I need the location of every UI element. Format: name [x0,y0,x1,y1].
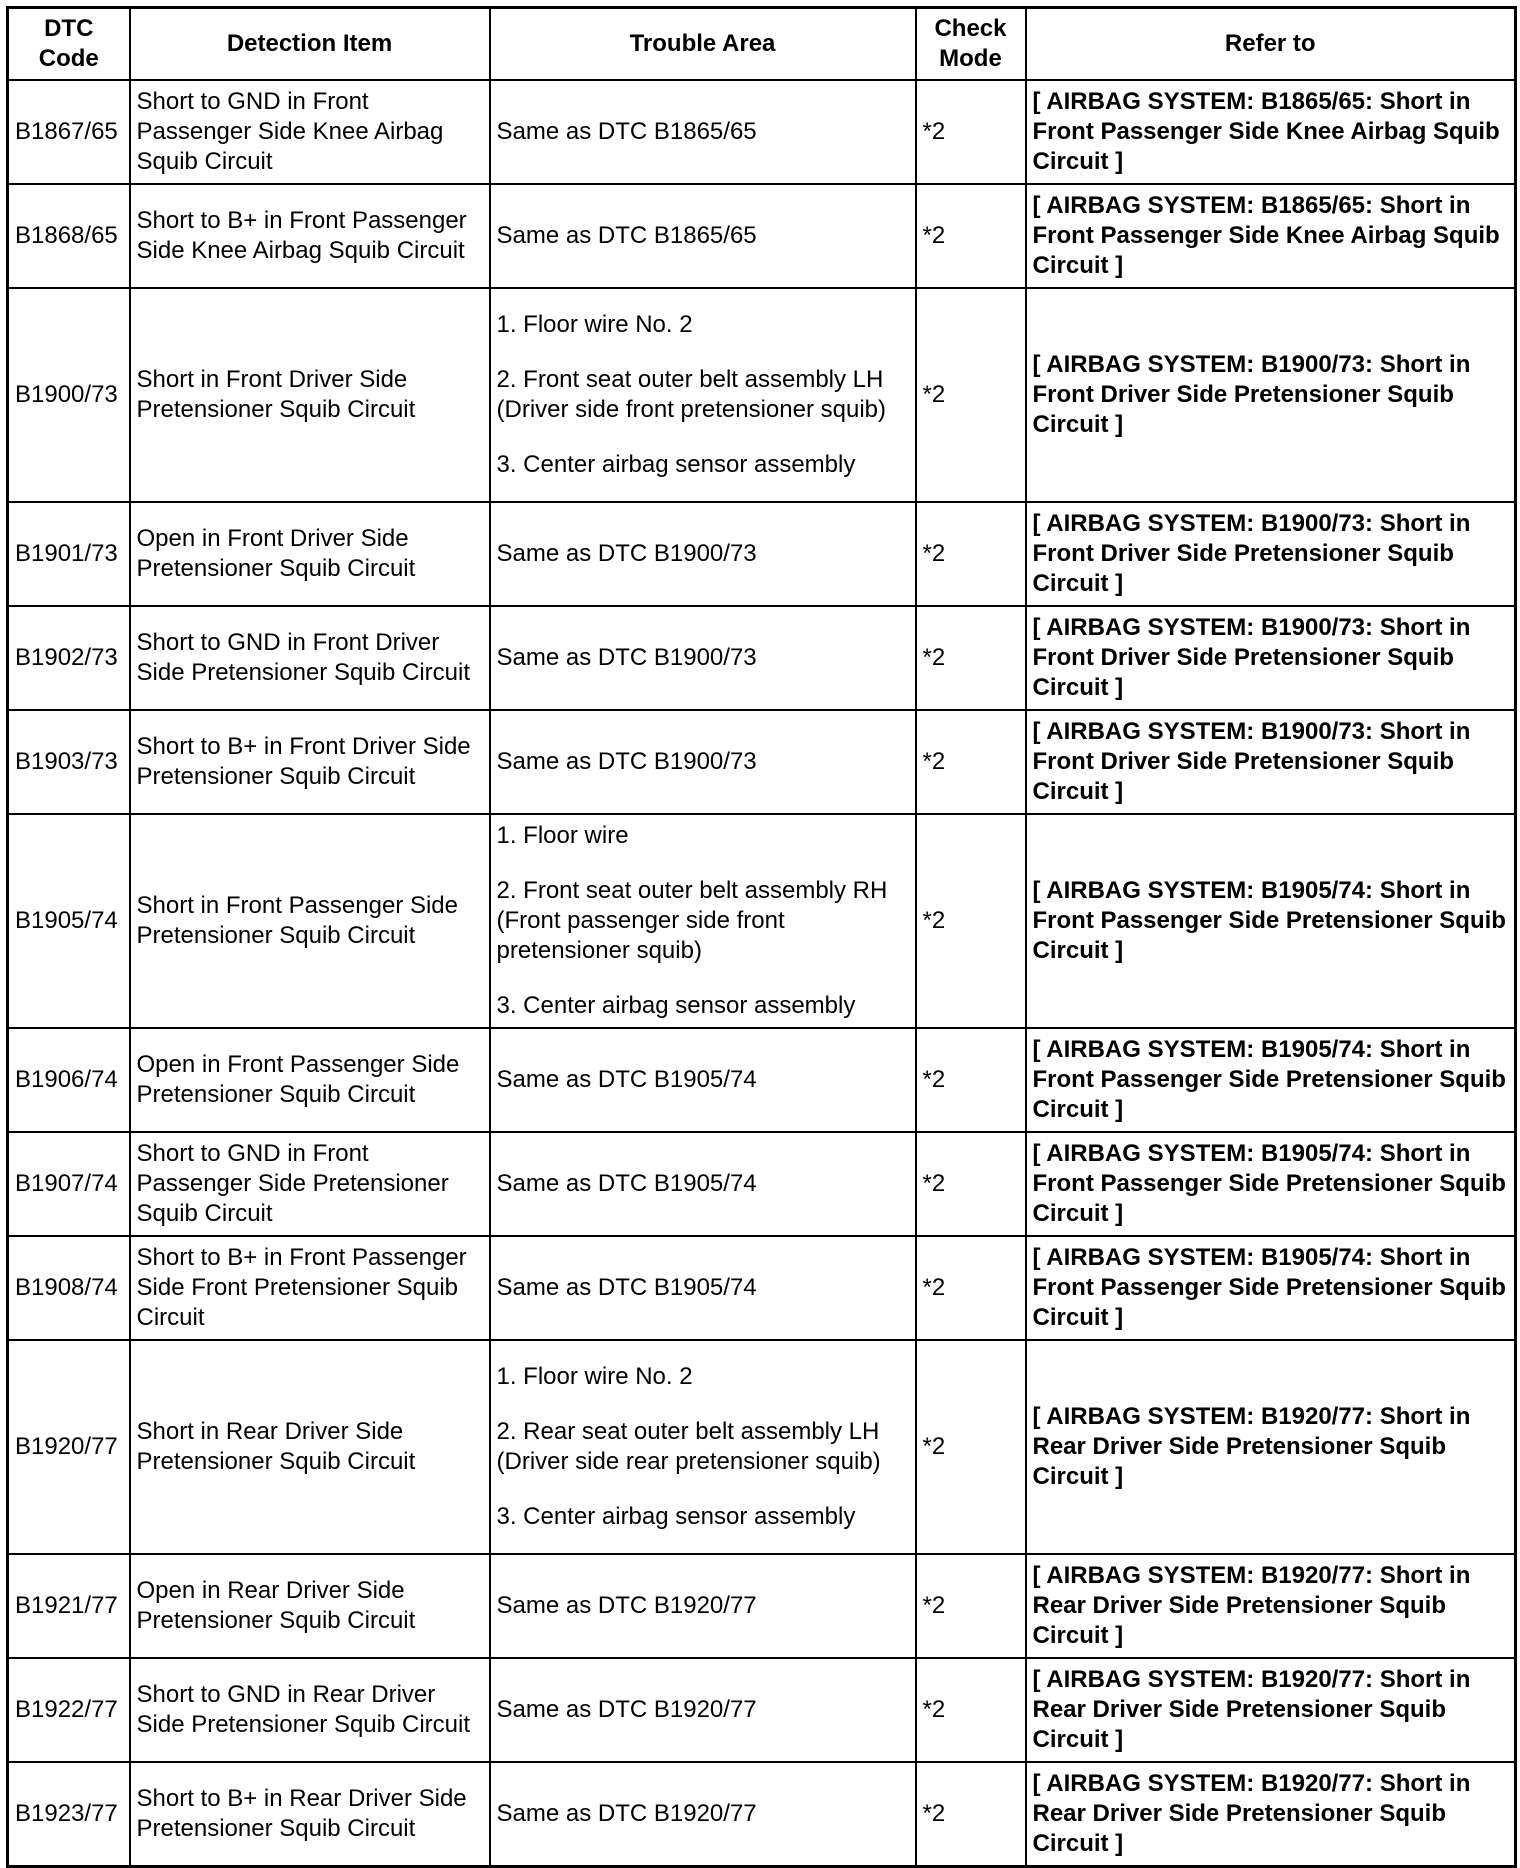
refer-to-cell: [ AIRBAG SYSTEM: B1905/74: Short in Front Passenger Side Pretensioner Squib Circuit ] [1026,1236,1516,1340]
detection-item-cell: Short to GND in Front Driver Side Pretensioner Squib Circuit [130,606,490,710]
dtc-code-cell: B1906/74 [8,1028,130,1132]
trouble-area-entry: 2. Rear seat outer belt assembly LH (Driver side rear pretensioner squib) [496,1418,881,1475]
header-refer-to [1026,8,1516,81]
refer-to-cell: [ AIRBAG SYSTEM: B1905/74: Short in Front Passenger Side Pretensioner Squib Circuit ] [1026,1028,1516,1132]
trouble-area-entry: 1. Floor wire [496,822,629,849]
trouble-area-entry: Same as DTC B1905/74 [496,1066,757,1093]
refer-to-cell: [ AIRBAG SYSTEM: B1865/65: Short in Front Passenger Side Knee Airbag Squib Circuit ] [1026,80,1516,184]
header-detection-item [130,8,490,81]
refer-to-cell: [ AIRBAG SYSTEM: B1920/77: Short in Rear Driver Side Pretensioner Squib Circuit ] [1026,1554,1516,1658]
table-row [8,1658,1516,1762]
check-mode-cell: *2 [916,502,1026,606]
refer-to-cell: [ AIRBAG SYSTEM: B1865/65: Short in Front Passenger Side Knee Airbag Squib Circuit ] [1026,184,1516,288]
trouble-area-entry: 2. Front seat outer belt assembly RH (Front passenger side front pretensioner squib) [496,877,888,964]
check-mode-cell: *2 [916,814,1026,1028]
table-row [8,1554,1516,1658]
check-mode-cell: *2 [916,1340,1026,1554]
detection-item-cell: Short to B+ in Front Passenger Side Front Pretensioner Squib Circuit [130,1236,490,1340]
check-mode-cell: *2 [916,80,1026,184]
refer-to-cell: [ AIRBAG SYSTEM: B1920/77: Short in Rear Driver Side Pretensioner Squib Circuit ] [1026,1340,1516,1554]
dtc-code-cell: B1902/73 [8,606,130,710]
trouble-area-cell [490,502,916,606]
refer-to-cell: [ AIRBAG SYSTEM: B1900/73: Short in Front Driver Side Pretensioner Squib Circuit ] [1026,606,1516,710]
trouble-area-entry: Same as DTC B1920/77 [496,1696,757,1723]
check-mode-cell: *2 [916,606,1026,710]
trouble-area-cell [490,184,916,288]
table-row [8,814,1516,1028]
dtc-code-cell: B1903/73 [8,710,130,814]
refer-to-cell: [ AIRBAG SYSTEM: B1920/77: Short in Rear Driver Side Pretensioner Squib Circuit ] [1026,1762,1516,1867]
detection-item-cell: Short to B+ in Rear Driver Side Pretensioner Squib Circuit [130,1762,490,1867]
trouble-area-entry: 3. Center airbag sensor assembly [496,992,856,1019]
check-mode-cell: *2 [916,1028,1026,1132]
table-row [8,80,1516,184]
trouble-area-cell [490,710,916,814]
table-row [8,1762,1516,1867]
detection-item-cell: Open in Front Driver Side Pretensioner Squib Circuit [130,502,490,606]
trouble-area-entry: 1. Floor wire No. 2 [496,1363,693,1390]
check-mode-cell: *2 [916,288,1026,502]
table-row [8,1028,1516,1132]
detection-item-cell: Short to GND in Rear Driver Side Pretensioner Squib Circuit [130,1658,490,1762]
trouble-area-entry: 1. Floor wire No. 2 [496,311,693,338]
dtc-code-cell: B1922/77 [8,1658,130,1762]
detection-item-cell: Short to GND in Front Passenger Side Pretensioner Squib Circuit [130,1132,490,1236]
dtc-code-cell: B1868/65 [8,184,130,288]
trouble-area-entry: Same as DTC B1900/73 [496,540,757,567]
trouble-area-entry: 2. Front seat outer belt assembly LH (Driver side front pretensioner squib) [496,366,886,423]
dtc-code-cell: B1901/73 [8,502,130,606]
trouble-area-entry: Same as DTC B1905/74 [496,1274,757,1301]
check-mode-cell: *2 [916,184,1026,288]
check-mode-cell: *2 [916,1132,1026,1236]
refer-to-cell: [ AIRBAG SYSTEM: B1900/73: Short in Front Driver Side Pretensioner Squib Circuit ] [1026,502,1516,606]
trouble-area-cell [490,1028,916,1132]
table-header [8,8,1516,81]
check-mode-cell: *2 [916,1658,1026,1762]
trouble-area-cell [490,1340,916,1554]
trouble-area-cell [490,80,916,184]
table-row [8,184,1516,288]
trouble-area-entry: Same as DTC B1900/73 [496,748,757,775]
table-row [8,1340,1516,1554]
refer-to-cell: [ AIRBAG SYSTEM: B1900/73: Short in Front Driver Side Pretensioner Squib Circuit ] [1026,288,1516,502]
trouble-area-cell [490,1132,916,1236]
trouble-area-cell [490,814,916,1028]
dtc-code-cell: B1867/65 [8,80,130,184]
dtc-code-cell: B1921/77 [8,1554,130,1658]
table-row [8,502,1516,606]
detection-item-cell: Short to B+ in Front Passenger Side Knee Airbag Squib Circuit [130,184,490,288]
header-refer-to-label: Refer to [1224,30,1316,57]
refer-to-cell: [ AIRBAG SYSTEM: B1920/77: Short in Rear Driver Side Pretensioner Squib Circuit ] [1026,1658,1516,1762]
table-row [8,710,1516,814]
trouble-area-entry: 3. Center airbag sensor assembly [496,1503,856,1530]
detection-item-cell: Open in Rear Driver Side Pretensioner Squib Circuit [130,1554,490,1658]
detection-item-cell: Open in Front Passenger Side Pretensioner Squib Circuit [130,1028,490,1132]
dtc-code-cell: B1920/77 [8,1340,130,1554]
dtc-code-cell: B1923/77 [8,1762,130,1867]
trouble-area-cell [490,1554,916,1658]
trouble-area-entry: Same as DTC B1865/65 [496,118,757,145]
trouble-area-entry: Same as DTC B1920/77 [496,1592,757,1619]
detection-item-cell: Short to B+ in Front Driver Side Pretensioner Squib Circuit [130,710,490,814]
trouble-area-entry: Same as DTC B1865/65 [496,222,757,249]
detection-item-cell: Short in Front Driver Side Pretensioner Squib Circuit [130,288,490,502]
header-check-mode-label: Check Mode [934,15,1007,72]
dtc-code-cell: B1907/74 [8,1132,130,1236]
trouble-area-cell [490,606,916,710]
table-body [8,80,1516,1867]
trouble-area-cell [490,1658,916,1762]
table-row [8,288,1516,502]
check-mode-cell: *2 [916,710,1026,814]
check-mode-cell: *2 [916,1762,1026,1867]
detection-item-cell: Short in Front Passenger Side Pretensioner Squib Circuit [130,814,490,1028]
header-detection-item-label: Detection Item [226,30,393,57]
trouble-area-entry: 3. Center airbag sensor assembly [496,451,856,478]
header-row [8,8,1516,81]
header-dtc-code-label: DTC Code [38,15,99,72]
table-row [8,1236,1516,1340]
header-check-mode [916,8,1026,81]
refer-to-cell: [ AIRBAG SYSTEM: B1905/74: Short in Front Passenger Side Pretensioner Squib Circuit ] [1026,814,1516,1028]
dtc-code-cell: B1900/73 [8,288,130,502]
detection-item-cell: Short to GND in Front Passenger Side Knee Airbag Squib Circuit [130,80,490,184]
trouble-area-entry: Same as DTC B1905/74 [496,1170,757,1197]
detection-item-cell: Short in Rear Driver Side Pretensioner Squib Circuit [130,1340,490,1554]
check-mode-cell: *2 [916,1554,1026,1658]
header-trouble-area [490,8,916,81]
table-row [8,606,1516,710]
trouble-area-entry: Same as DTC B1900/73 [496,644,757,671]
trouble-area-entry: Same as DTC B1920/77 [496,1800,757,1827]
refer-to-cell: [ AIRBAG SYSTEM: B1905/74: Short in Front Passenger Side Pretensioner Squib Circuit ] [1026,1132,1516,1236]
trouble-area-cell [490,1762,916,1867]
trouble-area-cell [490,288,916,502]
dtc-code-cell: B1908/74 [8,1236,130,1340]
header-trouble-area-label: Trouble Area [629,30,776,57]
header-dtc-code [8,8,130,81]
check-mode-cell: *2 [916,1236,1026,1340]
table-row [8,1132,1516,1236]
refer-to-cell: [ AIRBAG SYSTEM: B1900/73: Short in Front Driver Side Pretensioner Squib Circuit ] [1026,710,1516,814]
trouble-area-cell [490,1236,916,1340]
dtc-table [6,6,1517,1868]
dtc-code-cell: B1905/74 [8,814,130,1028]
